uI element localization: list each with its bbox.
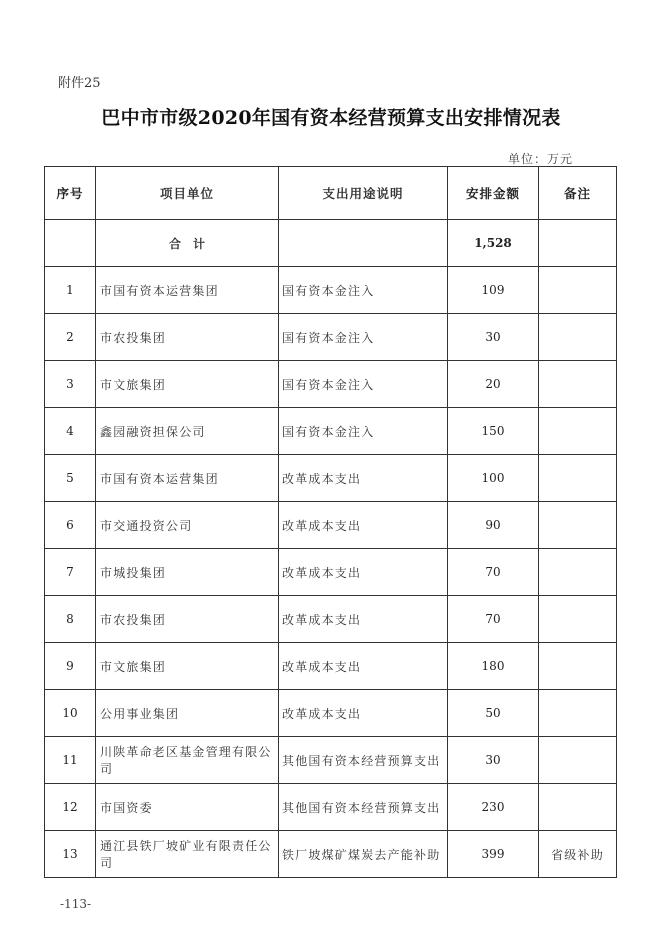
row-amount: 100 — [448, 455, 539, 502]
table-row — [45, 361, 617, 408]
row-amount: 20 — [448, 361, 539, 408]
row-note — [539, 314, 617, 361]
unit-label: 单位：万元 — [508, 152, 574, 166]
row-desc: 改革成本支出 — [279, 690, 448, 737]
page-title: 巴中市市级2020年国有资本经营预算支出安排情况表 — [101, 107, 561, 129]
row-no: 2 — [45, 314, 96, 361]
row-unit: 川陕革命老区基金管理有限公司 — [96, 737, 279, 784]
table-row — [45, 690, 617, 737]
row-desc: 改革成本支出 — [279, 549, 448, 596]
row-no: 8 — [45, 596, 96, 643]
row-no: 7 — [45, 549, 96, 596]
attachment-label: 附件25 — [58, 76, 101, 91]
total-label: 合计 — [96, 220, 279, 267]
row-desc: 国有资本金注入 — [279, 408, 448, 455]
table-row — [45, 643, 617, 690]
row-desc: 国有资本金注入 — [279, 267, 448, 314]
table-row — [45, 784, 617, 831]
row-amount: 90 — [448, 502, 539, 549]
row-unit: 市农投集团 — [96, 596, 279, 643]
row-amount: 30 — [448, 314, 539, 361]
table-row — [45, 737, 617, 784]
row-no: 5 — [45, 455, 96, 502]
row-unit: 市文旅集团 — [96, 643, 279, 690]
row-no: 10 — [45, 690, 96, 737]
header-no: 序号 — [45, 167, 96, 220]
header-unit: 项目单位 — [96, 167, 279, 220]
total-note-cell — [539, 220, 617, 267]
row-desc: 改革成本支出 — [279, 455, 448, 502]
total-no-cell — [45, 220, 96, 267]
row-amount: 399 — [448, 831, 539, 878]
row-note — [539, 784, 617, 831]
page-number: -113- — [60, 897, 92, 911]
table-row — [45, 502, 617, 549]
row-unit: 市城投集团 — [96, 549, 279, 596]
row-amount: 70 — [448, 549, 539, 596]
row-note: 省级补助 — [539, 831, 617, 878]
row-no: 4 — [45, 408, 96, 455]
total-row — [45, 220, 617, 267]
row-amount: 150 — [448, 408, 539, 455]
row-no: 13 — [45, 831, 96, 878]
row-amount: 70 — [448, 596, 539, 643]
row-unit: 市国有资本运营集团 — [96, 267, 279, 314]
row-desc: 改革成本支出 — [279, 596, 448, 643]
row-desc: 其他国有资本经营预算支出 — [279, 737, 448, 784]
row-unit: 通江县铁厂坡矿业有限责任公司 — [96, 831, 279, 878]
row-no: 12 — [45, 784, 96, 831]
row-unit: 市农投集团 — [96, 314, 279, 361]
row-unit: 市交通投资公司 — [96, 502, 279, 549]
row-amount: 180 — [448, 643, 539, 690]
header-desc: 支出用途说明 — [279, 167, 448, 220]
row-no: 11 — [45, 737, 96, 784]
row-unit: 市文旅集团 — [96, 361, 279, 408]
row-amount: 230 — [448, 784, 539, 831]
row-note — [539, 455, 617, 502]
table-row — [45, 549, 617, 596]
row-no: 1 — [45, 267, 96, 314]
row-desc: 其他国有资本经营预算支出 — [279, 784, 448, 831]
table-row — [45, 455, 617, 502]
row-unit: 市国资委 — [96, 784, 279, 831]
row-note — [539, 596, 617, 643]
header-amount: 安排金额 — [448, 167, 539, 220]
row-desc: 铁厂坡煤矿煤炭去产能补助 — [279, 831, 448, 878]
row-amount: 109 — [448, 267, 539, 314]
table-row — [45, 596, 617, 643]
total-amount: 1,528 — [448, 220, 539, 267]
row-amount: 50 — [448, 690, 539, 737]
row-desc: 改革成本支出 — [279, 643, 448, 690]
row-note — [539, 737, 617, 784]
table-header-row — [45, 167, 617, 220]
total-desc-cell — [279, 220, 448, 267]
row-no: 6 — [45, 502, 96, 549]
table-row — [45, 267, 617, 314]
row-amount: 30 — [448, 737, 539, 784]
table-row — [45, 831, 617, 878]
row-desc: 国有资本金注入 — [279, 361, 448, 408]
budget-table — [44, 166, 617, 878]
row-note — [539, 643, 617, 690]
row-unit: 鑫园融资担保公司 — [96, 408, 279, 455]
row-note — [539, 267, 617, 314]
row-desc: 国有资本金注入 — [279, 314, 448, 361]
row-note — [539, 549, 617, 596]
header-note: 备注 — [539, 167, 617, 220]
row-no: 3 — [45, 361, 96, 408]
table-row — [45, 408, 617, 455]
row-note — [539, 690, 617, 737]
row-unit: 市国有资本运营集团 — [96, 455, 279, 502]
row-desc: 改革成本支出 — [279, 502, 448, 549]
table-row — [45, 314, 617, 361]
row-note — [539, 408, 617, 455]
row-unit: 公用事业集团 — [96, 690, 279, 737]
row-no: 9 — [45, 643, 96, 690]
row-note — [539, 502, 617, 549]
row-note — [539, 361, 617, 408]
